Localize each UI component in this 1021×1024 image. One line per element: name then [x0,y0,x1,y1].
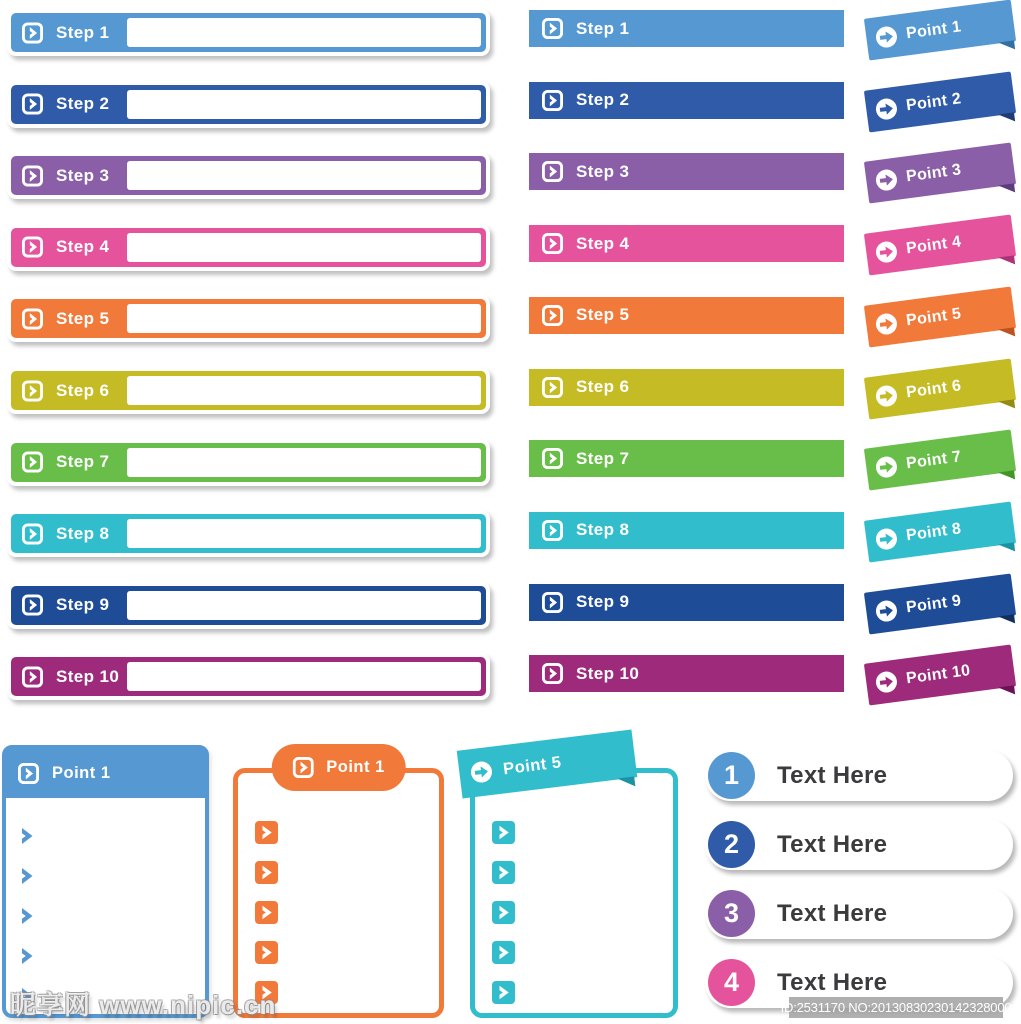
arrow-right-circle-icon [874,383,899,408]
point-ribbon [864,215,1016,276]
step-banner-solid [529,153,844,190]
chevron-right-square-icon [18,763,39,784]
step-label: Step 3 [576,161,630,181]
text-here-label: Text Here [777,830,888,858]
step-banner-solid [529,440,844,477]
step-label: Step 6 [576,377,630,396]
arrow-right-circle-icon [874,670,899,695]
panel-title: Point 1 [326,758,385,776]
point-label: Point 4 [905,233,963,258]
chevron-right-icon [20,867,34,885]
step-content-area [127,376,481,405]
chevron-right-icon [20,947,34,965]
number-badge: 3 [708,890,755,937]
arrow-right-circle-icon [874,527,899,552]
number-badge: 1 [708,752,755,799]
step-banner-solid [529,369,844,406]
step-label: Step 4 [576,233,630,253]
step-banner-frame [11,371,486,410]
panel-title: Point 1 [52,764,111,782]
point-ribbon [864,358,1016,419]
step-label: Step 7 [576,448,630,468]
step-banner-solid [529,82,844,119]
chevron-right-square-icon [22,523,43,544]
step-content-area [127,161,481,190]
step-banner-outlined [7,224,490,271]
point-label: Point 10 [905,662,972,688]
arrow-right-circle-icon [874,598,899,623]
chevron-right-square-icon [22,595,43,616]
chevron-right-square-icon [255,821,278,844]
step-banner-outlined [7,295,490,342]
arrow-right-circle-icon [874,96,899,121]
arrow-right-circle-icon [874,312,899,337]
chevron-right-square-icon [22,666,43,687]
chevron-right-square-icon [22,308,43,329]
step-label: Step 2 [56,94,110,114]
step-label: Step 1 [576,18,630,38]
chevron-right-square-icon [492,981,515,1004]
chevron-right-square-icon [542,18,563,39]
arrow-right-circle-icon [874,25,899,50]
chevron-right-icon [20,907,34,925]
point-label: Point 9 [905,591,963,616]
chevron-right-square-icon [22,94,43,115]
step-banner-frame [11,156,486,195]
chevron-right-square-icon [22,165,43,186]
step-banner-solid [529,584,844,621]
point-panel-orange [233,758,444,1018]
chevron-right-square-icon [542,377,563,398]
step-label: Step 8 [576,520,630,540]
point-ribbon [864,501,1016,562]
arrow-right-circle-icon [874,455,899,480]
chevron-right-square-icon [542,233,563,254]
panel-title: Point 5 [502,752,563,778]
panel-bullet-list [6,798,205,1014]
chevron-right-square-icon [255,941,278,964]
step-banner-frame [11,514,486,553]
point-label: Point 3 [905,161,963,186]
step-banner-frame [11,13,486,52]
arrow-right-circle-icon [874,168,899,193]
step-label: Step 5 [576,305,630,325]
step-banner-outlined [7,653,490,700]
step-content-area [127,304,481,333]
point-ribbon [864,645,1016,706]
step-label: Step 6 [56,380,110,400]
point-label: Point 1 [905,18,963,43]
step-banner-frame [11,586,486,625]
step-label: Step 1 [56,22,110,42]
step-banner-frame [11,228,486,267]
arrow-right-circle-icon [874,240,899,265]
chevron-right-square-icon [542,663,563,684]
step-banner-outlined [7,439,490,486]
step-label: Step 2 [576,90,630,110]
step-content-area [127,18,481,47]
chevron-right-square-icon [492,901,515,924]
chevron-right-square-icon [542,592,563,613]
point-label: Point 7 [905,448,963,473]
watermark-id-bar: ID:2531170 NO:20130830230142328000 [789,997,1003,1018]
point-ribbon [864,71,1016,132]
step-banner-solid [529,225,844,262]
panel-bullet-list [475,773,673,1013]
chevron-right-square-icon [492,821,515,844]
chevron-right-square-icon [22,22,43,43]
step-label: Step 9 [576,592,630,612]
chevron-right-square-icon [542,305,563,326]
text-here-label: Text Here [777,968,888,996]
step-content-area [127,448,481,477]
step-label: Step 5 [56,308,110,328]
step-banner-solid [529,297,844,334]
step-banner-outlined [7,9,490,56]
step-banner-outlined [7,152,490,199]
chevron-right-square-icon [22,452,43,473]
text-here-label: Text Here [777,761,888,789]
step-content-area [127,591,481,620]
step-label: Step 4 [56,237,110,257]
chevron-right-square-icon [492,861,515,884]
step-content-area [127,233,481,262]
chevron-right-square-icon [22,237,43,258]
chevron-right-square-icon [542,520,563,541]
step-banner-outlined [7,582,490,629]
number-badge: 4 [708,959,755,1006]
text-here-row [705,888,1013,939]
step-content-area [127,519,481,548]
chevron-right-square-icon [22,380,43,401]
text-here-row [705,750,1013,801]
step-label: Step 3 [56,165,110,185]
number-badge: 2 [708,821,755,868]
chevron-right-square-icon [542,161,563,182]
step-banner-solid [529,512,844,549]
point-ribbon [864,143,1016,204]
step-banner-solid [529,655,844,692]
outlined-step-banner-column [7,0,497,710]
chevron-right-square-icon [255,861,278,884]
step-banner-outlined [7,510,490,557]
step-banner-frame [11,443,486,482]
point-ribbon [864,430,1016,491]
point-ribbon [864,0,1016,60]
step-banner-solid [529,10,844,47]
chevron-right-square-icon [542,448,563,469]
step-banner-frame [11,657,486,696]
panel-bullet-list [238,773,439,1013]
panel-header [6,749,205,798]
chevron-right-square-icon [492,941,515,964]
text-here-column [705,750,1017,1020]
point-ribbon [864,286,1016,347]
chevron-right-square-icon [255,901,278,924]
point-ribbon-column [866,0,1021,710]
chevron-right-square-icon [542,90,563,111]
step-content-area [127,90,481,119]
step-label: Step 9 [56,595,110,615]
step-banner-frame [11,85,486,124]
step-label: Step 10 [56,666,120,686]
text-here-label: Text Here [777,899,888,927]
point-panel-blue [2,745,209,1018]
point-panel-teal [470,752,678,1018]
step-label: Step 8 [56,523,110,543]
point-label: Point 6 [905,376,963,401]
step-banner-outlined [7,81,490,128]
chevron-right-icon [20,827,34,845]
point-ribbon [864,573,1016,634]
text-here-row [705,819,1013,870]
step-label: Step 10 [576,663,640,683]
step-content-area [127,662,481,691]
solid-step-bar-column [529,0,849,710]
step-banner-outlined [7,367,490,414]
point-label: Point 5 [905,305,963,330]
step-banner-frame [11,299,486,338]
watermark-site-text: 昵享网 www.nipic.cn [10,990,277,1020]
step-label: Step 7 [56,452,110,472]
point-label: Point 2 [905,89,963,115]
point-label: Point 8 [905,520,963,545]
